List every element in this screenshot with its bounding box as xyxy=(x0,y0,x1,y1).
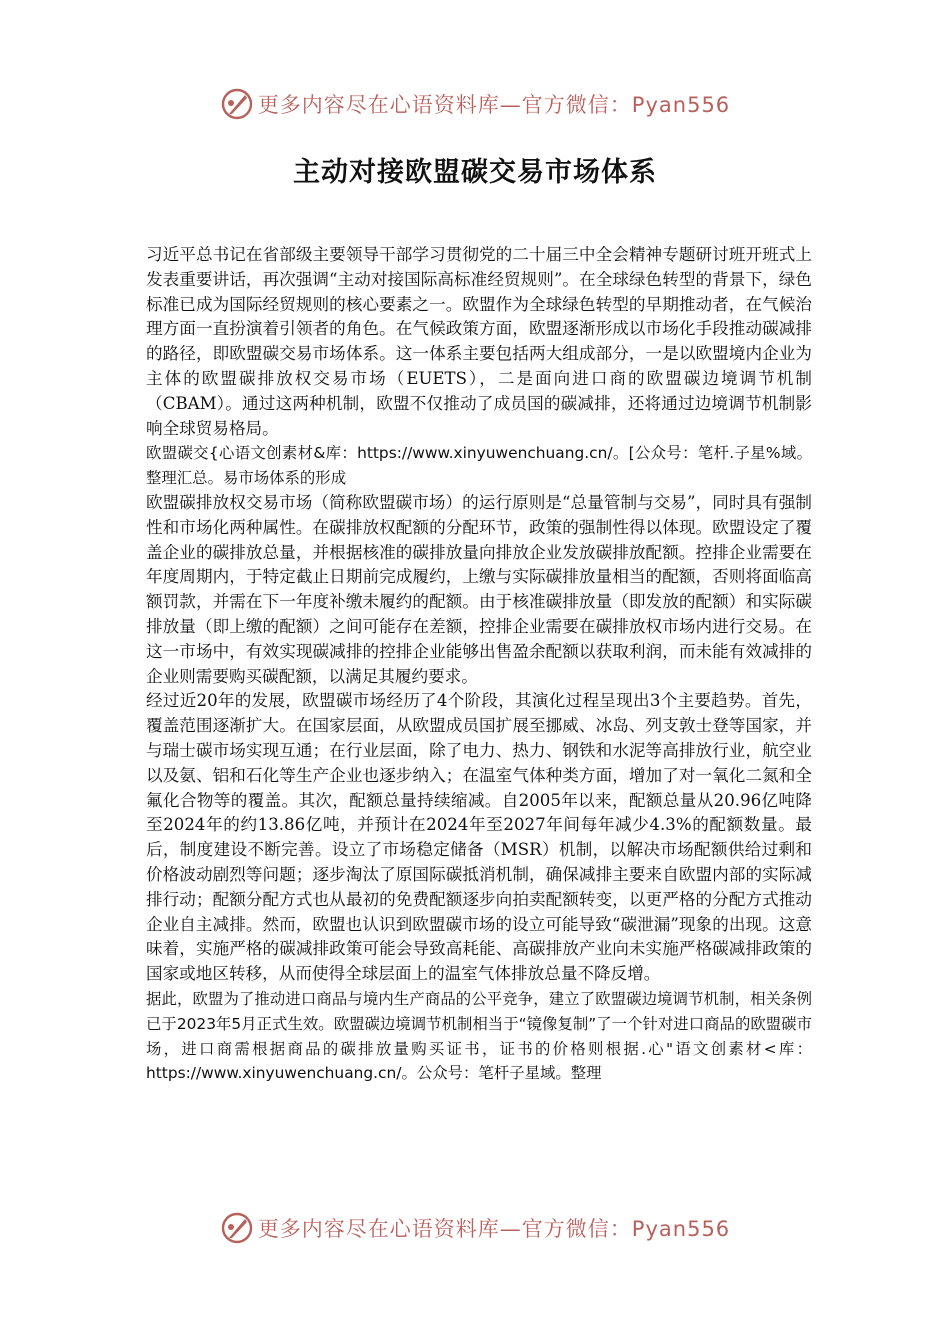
page-title: 主动对接欧盟碳交易市场体系 xyxy=(293,157,657,188)
footer-banner-text: 更多内容尽在心语资料库—官方微信：Pyan556 xyxy=(257,1217,731,1241)
paragraph-euets: 欧盟碳排放权交易市场（简称欧盟碳市场）的运行原则是“总量管制与交易”，同时具有强制性和市场化两种属性。在碳排放权配额的分配环节，政策的强制性得以体现。欧盟设定了覆盖企业的碳排放总量，并根据核准的碳排放量向排放企业发放碳排放配额。控排企业需要在年度周期内，于特定截止日期前完成履约，上缴与实际碳排放量相当的配额，否则将面临高额罚款，并需在下一年度补缴未履约的配额。由于核准碳排放量（即发放的配额）和实际碳排放量（即上缴的配额）之间可能存在差额，控排企业需要在碳排放权市场内进行交易。在这一市场中，有效实现碳减排的控排企业能够出售盈余配额以获取利润，而未能有效减排的企业则需要购买碳配额，以满足其履约要求。 xyxy=(146,492,812,686)
footer-banner xyxy=(0,1208,950,1248)
paragraph-intro: 习近平总书记在省部级主要领导干部学习贯彻党的二十届三中全会精神专题研讨班开班式上发表重要讲话，再次强调“主动对接国际高标准经贸规则”。在全球绿色转型的背景下，绿色标准已成为国际经贸规则的核心要素之一。欧盟作为全球绿色转型的早期推动者，在气候治理方面一直扮演着引领者的角色。在气候政策方面，欧盟逐渐形成以市场化手段推动碳减排的路径，即欧盟碳交易市场体系。这一体系主要包括两大组成部分，一是以欧盟境内企业为主体的欧盟碳排放权交易市场（EUETS），二是面向进口商的欧盟碳边境调节机制（CBAM）。通过这两种机制，欧盟不仅推动了成员国的碳减排，还将通过边境调节机制影响全球贸易格局。 xyxy=(146,245,812,438)
paragraph-evolution: 经过近20年的发展，欧盟碳市场经历了4个阶段，其演化过程呈现出3个主要趋势。首先，覆盖范围逐渐扩大。在国家层面，从欧盟成员国扩展至挪威、冰岛、列支敦士登等国家，并与瑞士碳市场实现互通；在行业层面，除了电力、热力、钢铁和水泥等高排放行业，航空业以及氨、铝和石化等生产企业也逐步纳入；在温室气体种类方面，增加了对一氧化二氮和全氟化合物等的覆盖。其次，配额总量持续缩减。自2005年以来，配额总量从20.96亿吨降至2024年的约13.86亿吨，并预计在2024年至2027年间每年减少4.3%的配额数量。最后，制度建设不断完善。设立了市场稳定储备（MSR）机制，以解决市场配额供给过剩和价格波动剧烈等问题；逐步淘汰了原国际碳抵消机制，确保减排主要来自欧盟内部的实际减排行动；配额分配方式也从最初的免费配额逐步向拍卖配额转变，以更严格的分配方式推动企业自主减排。然而，欧盟也认识到欧盟碳市场的设立可能导致“碳泄漏”现象的出现。这意味着，实施严格的碳减排政策可能会导致高耗能、高碳排放产业向未实施严格碳减排政策的国家或地区转移，从而使得全球层面上的温室气体排放总量不降反增。 xyxy=(146,691,812,984)
quill-logo-icon xyxy=(220,87,254,121)
paragraph-cbam: 据此，欧盟为了推动进口商品与境内生产商品的公平竞争，建立了欧盟碳边境调节机制，相关条例已于2023年5月正式生效。欧盟碳边境调节机制相当于“镜像复制”了一个针对进口商品的欧盟碳市场，进口商需根据商品的碳排放量购买证书，证书的价格则根据.心"语文创素材<库：https://www.xinyuwenchuang.cn/。公众号：笔杆子星域。整理 xyxy=(146,989,812,1083)
header-banner-text: 更多内容尽在心语资料库—官方微信：Pyan556 xyxy=(257,93,731,117)
header-banner xyxy=(0,84,950,124)
quill-logo-icon xyxy=(220,1211,254,1245)
article-body xyxy=(146,243,812,1086)
paragraph-section-heading: 欧盟碳交{心语文创素材&库：https://www.xinyuwenchuang.cn/。[公众号：笔杆.子星%域。整理汇总。易市场体系的形成 xyxy=(146,444,812,488)
